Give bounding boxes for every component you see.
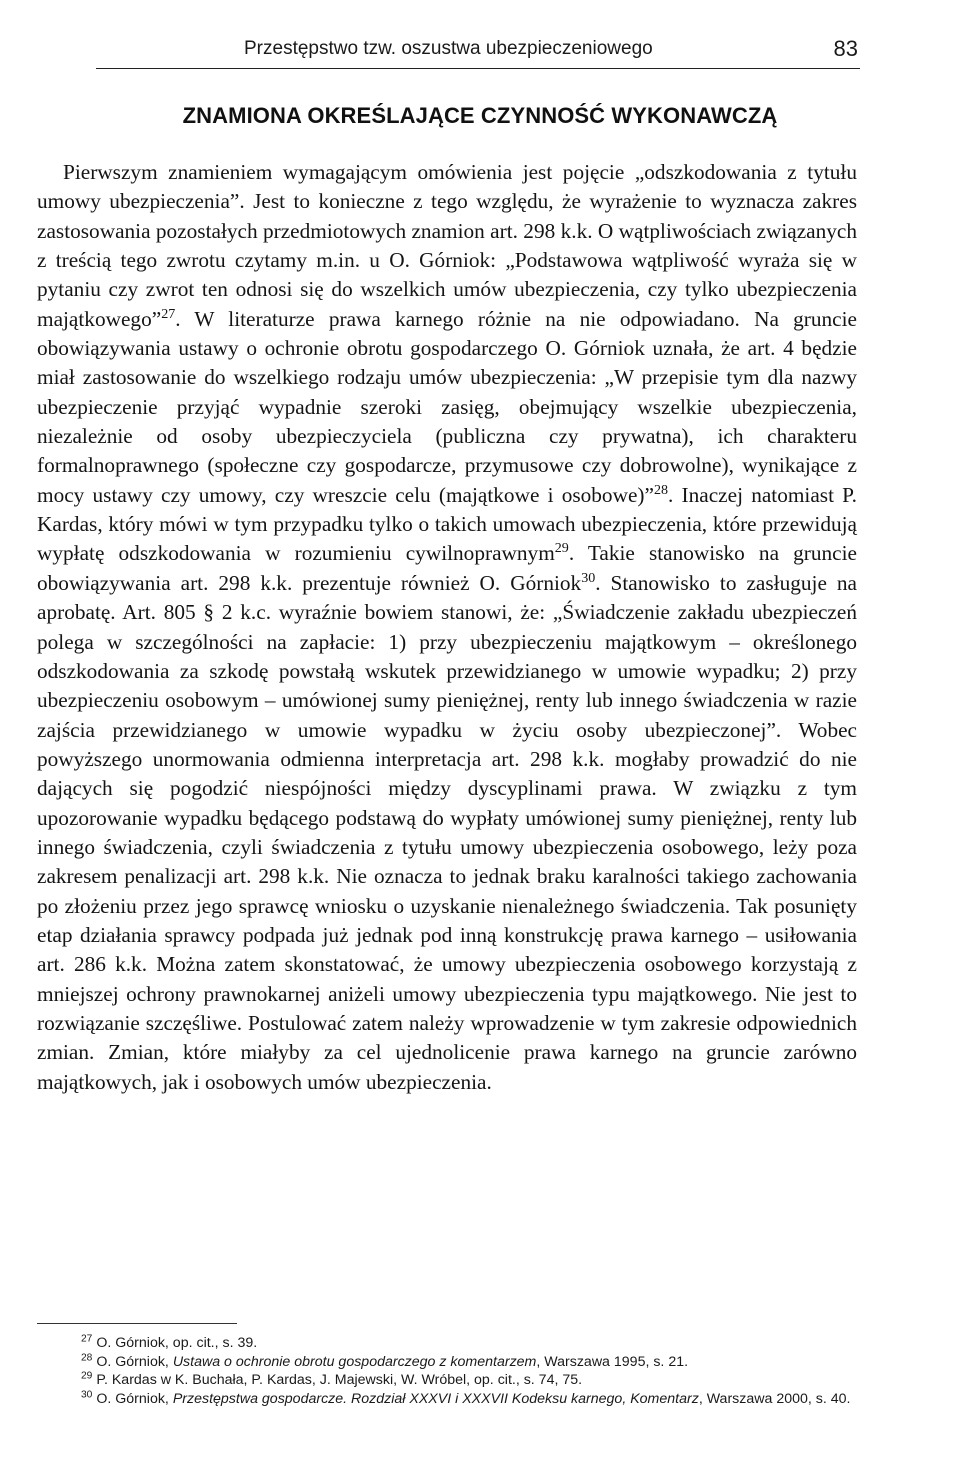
body-text-part-5: . Stanowisko to zasługuje na aprobatę. Art. 805 § 2 k.c. wyraźnie bowiem stanowi, że: „Świadczenie zakładu ubezpieczeń polega w szczególności na zapłacie: 1) przy ubezpieczeniu majątkowym – określonego odszkodowania za szkodę powstałą wskutek przewidzianego w umowie wypadku; 2) przy ubezpieczeniu osobowym – umówionej sumy pieniężnej, renty lub innego świadczenia w razie zajścia przewidzianego w umowie wypadku w życiu osoby ubezpieczonej”. Wobec powyższego unormowania odmienna interpretacja art. 298 k.k. mogłaby prowadzić do nie dających się pogodzić niespójności między dyscyplinami prawa. W związku z tym upozorowanie wypadku będącego podstawą do wypłaty umówionej sumy pieniężnej, renty lub innego świadczenia, czyli świadczenia z tytułu umowy ubezpieczenia osobowego, leży poza zakresem penalizacji art. 298 k.k. Nie oznacza to jednak braku karalności takiego zachowania po złożeniu przez jego sprawcę wniosku o uzyskanie nienależnego świadczenia. Tak posunięty etap działania sprawcy podpada już jednak pod inną konstrukcję prawa karnego – usiłowania art. 286 k.k. Można zatem skonstatować, że umowy ubezpieczenia osobowego korzystają z mniejszej ochrony prawnokarnej aniżeli umowy ubezpieczenia typu majątkowego. Nie jest to rozwiązanie szczęśliwe. Postulować zatem należy wprowadzenie w tym zakresie odpowiednich zmian. Zmian, które miałyby za cel ujednolicenie prawa karnego na gruncie zarówno majątkowych, jak i osobowych umów ubezpieczenia. xyxy=(37,570,857,1094)
footnote-29 xyxy=(37,1371,859,1390)
footnote-27 xyxy=(37,1334,859,1353)
footnote-text-tail: , Warszawa 2000, s. 40. xyxy=(698,1390,851,1407)
body-text-part-2: . W literaturze prawa karnego różnie na nie odpowiadano. Na gruncie obowiązywania ustawy o ochronie obrotu gospodarczego O. Górniok uznała, że art. 4 będzie miał zastosowanie do wszelkiego rodzaju umów ubezpieczenia: „W przepisie tym dla nazwy ubezpieczenie przyjąć wypadnie szeroki zasięg, obejmujący wszelkie ubezpieczenia, niezależnie od osoby ubezpieczyciela (publiczna czy prywatna), ich charakteru formalnoprawnego (społeczne czy gospodarcze, przymusowe czy dobrowolne), wynikające z mocy ustawy czy umowy, czy wreszcie celu (majątkowe i osobowe)” xyxy=(37,306,857,507)
footnotes xyxy=(37,1334,859,1408)
running-title: Przestępstwo tzw. oszustwa ubezpieczeniowego xyxy=(244,38,653,59)
footnote-text: O. Górniok, xyxy=(96,1390,173,1407)
footnote-divider xyxy=(37,1323,237,1324)
footnote-text-tail: , Warszawa 1995, s. 21. xyxy=(536,1353,689,1370)
section-heading: ZNAMIONA OKREŚLAJĄCE CZYNNOŚĆ WYKONAWCZĄ xyxy=(182,103,778,128)
footnote-ref-28[interactable]: 28 xyxy=(653,481,669,498)
footnote-number: 28 xyxy=(81,1351,93,1363)
body-paragraph xyxy=(37,158,857,1097)
footnote-text: O. Górniok, xyxy=(96,1353,173,1370)
footnote-number: 30 xyxy=(81,1388,93,1400)
body-text-part-3: . Inaczej natomiast P. Kardas, który mówi w tym przypadku tylko o takich umowach ubezpieczenia, które przewidują wypłatę odszkodowania w rozumieniu cywilnoprawnym xyxy=(37,482,857,566)
running-header xyxy=(96,28,860,69)
footnote-number: 27 xyxy=(81,1333,93,1345)
footnote-28 xyxy=(37,1353,859,1372)
footnote-ref-27[interactable]: 27 xyxy=(161,305,176,322)
footnote-work-title: Przestępstwa gospodarcze. Rozdział XXXVI i XXXVII Kodeksu karnego, Komentarz xyxy=(172,1390,699,1407)
body-text-part-4: . Takie stanowisko na gruncie obowiązywania art. 298 k.k. prezentuje również O. Górniok xyxy=(37,541,857,595)
footnote-work-title: Ustawa o ochronie obrotu gospodarczego z komentarzem xyxy=(172,1353,537,1370)
footnote-text: P. Kardas w K. Buchała, P. Kardas, J. Majewski, W. Wróbel, op. cit., s. 74, 75. xyxy=(96,1372,583,1388)
footnote-text: O. Górniok, op. cit., s. 39. xyxy=(96,1335,258,1351)
footnote-30 xyxy=(37,1390,859,1409)
footnote-number: 29 xyxy=(81,1370,93,1382)
page-number: 83 xyxy=(833,36,858,61)
body-text-part-1: Pierwszym znamieniem wymagającym omówienia jest pojęcie „odszkodowania z tytułu umowy ubezpieczenia”. Jest to konieczne z tego względu, że wyrażenie to wyznacza zakres zastosowania pozostałych przedmiotowych znamion art. 298 k.k. O wątpliwościach związanych z treścią tego zwrotu czytamy m.in. u O. Górniok: „Podstawowa wątpliwość wyraża się w pytaniu czy zwrot ten odnosi się do wszelkich umów ubezpieczenia, czy tylko ubezpieczenia majątkowego” xyxy=(37,160,857,331)
footnote-ref-30[interactable]: 30 xyxy=(581,569,596,586)
footnote-ref-29[interactable]: 29 xyxy=(554,540,569,557)
